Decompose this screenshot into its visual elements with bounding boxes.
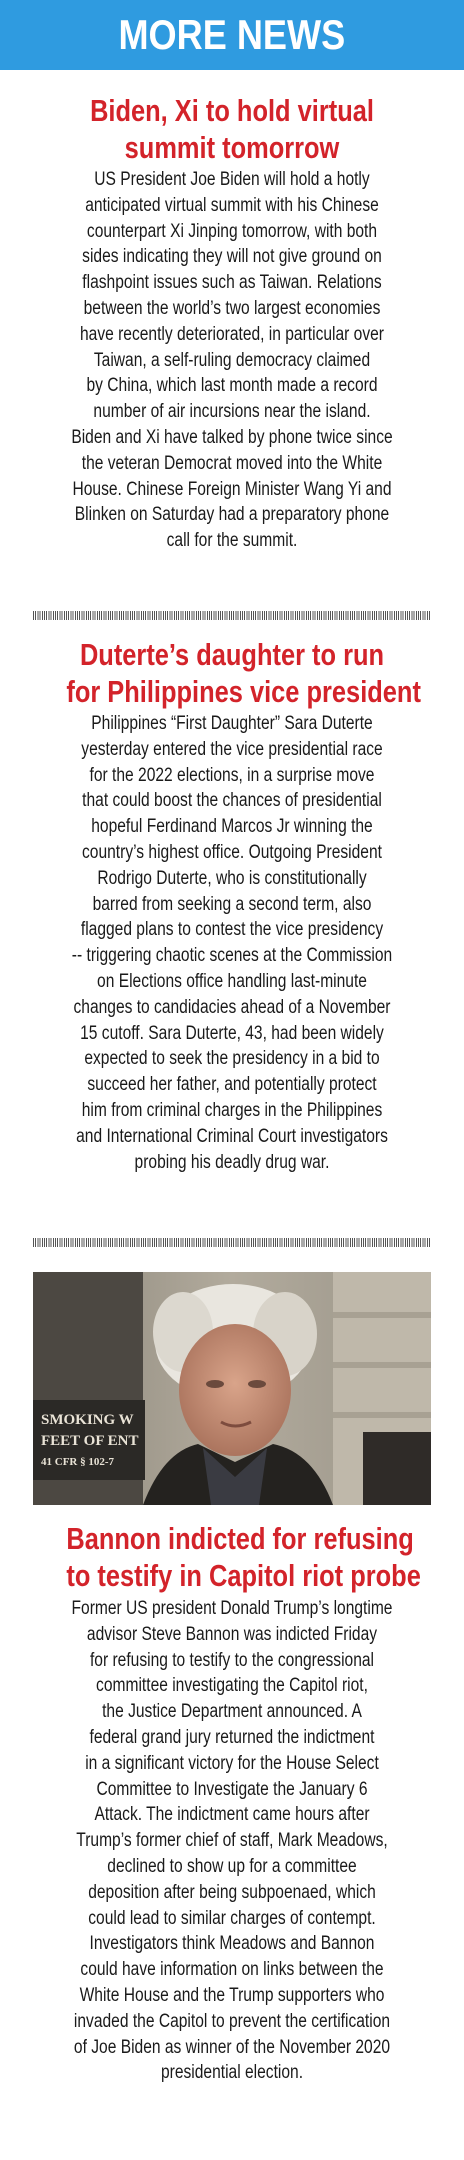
story-body (30, 1596, 434, 2086)
body-line: country’s highest office. Outgoing President (82, 841, 382, 863)
body-line: between the world’s two largest economies (83, 297, 381, 319)
body-line: that could boost the chances of presidential (82, 790, 382, 812)
more-news-banner (0, 0, 464, 70)
body-line: Investigators think Meadows and Bannon (89, 1933, 375, 1955)
headline-line: Duterte’s daughter to run (79, 637, 385, 672)
body-line: House. Chinese Foreign Minister Wang Yi and (72, 478, 392, 500)
body-line: committee investigating the Capitol riot, (96, 1675, 368, 1697)
body-line: expected to seek the presidency in a bid to (84, 1048, 380, 1070)
body-line: yesterday entered the vice presidential race (81, 738, 383, 760)
body-line: invaded the Capitol to prevent the certification (73, 2010, 391, 2032)
body-line: succeed her father, and potentially protect (87, 1074, 377, 1096)
body-line: the Justice Department announced. A (102, 1701, 362, 1723)
body-line: the veteran Democrat moved into the White (81, 452, 383, 474)
banner-title: MORE NEWS (118, 11, 346, 58)
body-line: anticipated virtual summit with his Chinese (85, 194, 379, 216)
body-line: in a significant victory for the House Select (85, 1752, 379, 1774)
body-line: could have information on links between the (80, 1959, 384, 1981)
bannon-photo (33, 1272, 431, 1505)
sign-line: SMOKING W (41, 1412, 134, 1428)
story-biden-xi (30, 92, 434, 554)
body-line: number of air incursions near the island. (93, 401, 371, 423)
body-line: -- triggering chaotic scenes at the Commission (71, 945, 393, 967)
body-line: Rodrigo Duterte, who is constitutionally (97, 867, 367, 889)
headline-line: to testify in Capitol riot probe (66, 1558, 421, 1593)
body-line: of Joe Biden as winner of the November 2020 (73, 2036, 391, 2058)
body-line: deposition after being subpoenaed, which (88, 1881, 376, 1903)
headline-line: for Philippines vice president (66, 674, 421, 709)
body-line: for refusing to testify to the congressional (89, 1649, 375, 1671)
body-line: Philippines “First Daughter” Sara Duterte (91, 713, 373, 734)
body-line: advisor Steve Bannon was indicted Friday (86, 1623, 378, 1645)
headline-line: Biden, Xi to hold virtual (90, 93, 374, 128)
body-line: declined to show up for a committee (107, 1855, 357, 1877)
headline-line: summit tomorrow (124, 130, 340, 165)
body-line: Committee to Investigate the January 6 (96, 1778, 368, 1800)
story-body (30, 711, 434, 1175)
body-line: call for the summit. (166, 530, 298, 552)
body-line: for the 2022 elections, in a surprise move (89, 764, 375, 786)
section-divider (33, 611, 431, 620)
story-headline[interactable] (30, 636, 434, 710)
body-line: probing his deadly drug war. (134, 1151, 330, 1173)
body-line: him from criminal charges in the Philippines (81, 1099, 383, 1121)
body-line: have recently deteriorated, in particular over (80, 323, 384, 345)
body-line: counterpart Xi Jinping tomorrow, with both (86, 220, 378, 242)
body-line: 15 cutoff. Sara Duterte, 43, had been widely (80, 1022, 384, 1044)
body-line: changes to candidacies ahead of a November (73, 996, 391, 1018)
body-line: flashpoint issues such as Taiwan. Relations (82, 272, 382, 294)
body-line: flagged plans to contest the vice presidency (80, 919, 384, 941)
body-line: US President Joe Biden will hold a hotly (94, 169, 370, 190)
story-bannon (30, 1520, 434, 2086)
body-line: Biden and Xi have talked by phone twice since (71, 426, 393, 448)
body-line: and International Criminal Court investigators (76, 1125, 388, 1147)
body-line: could lead to similar charges of contempt. (88, 1907, 376, 1929)
body-line: hopeful Ferdinand Marcos Jr winning the (91, 816, 373, 838)
body-line: sides indicating they will not give ground on (82, 246, 382, 268)
body-line: Blinken on Saturday had a preparatory phone (74, 504, 390, 526)
body-line: presidential election. (160, 2062, 304, 2084)
body-line: by China, which last month made a record (86, 375, 378, 397)
story-headline[interactable] (30, 92, 434, 166)
body-line: on Elections office handling last-minute (97, 970, 367, 992)
story-body (30, 167, 434, 554)
sign-line: FEET OF ENT (41, 1433, 139, 1449)
body-line: Attack. The indictment came hours after (94, 1804, 370, 1826)
story-headline[interactable] (30, 1520, 434, 1594)
photo-sign (41, 1410, 139, 1473)
sign-line: 41 CFR § 102-7 (41, 1456, 115, 1468)
body-line: Taiwan, a self-ruling democracy claimed (93, 349, 371, 371)
body-line: barred from seeking a second term, also (92, 893, 372, 915)
body-line: federal grand jury returned the indictment (89, 1726, 375, 1748)
body-line: Former US president Donald Trump’s longtime (71, 1598, 393, 1619)
headline-line: Bannon indicted for refusing (66, 1521, 414, 1556)
body-line: Trump’s former chief of staff, Mark Meadows, (76, 1830, 388, 1852)
section-divider (33, 1238, 431, 1247)
story-duterte (30, 636, 434, 1175)
body-line: White House and the Trump supporters who (79, 1984, 385, 2006)
